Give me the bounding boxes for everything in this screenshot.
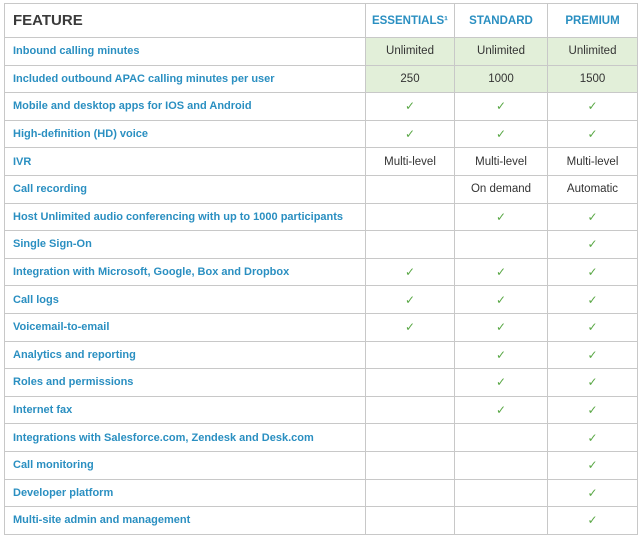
cell-essentials xyxy=(366,341,455,369)
plan-header-premium: PREMIUM xyxy=(548,4,638,38)
plan-header-essentials: ESSENTIALS¹ xyxy=(366,4,455,38)
checkmark-icon: ✓ xyxy=(587,237,598,252)
feature-name: Developer platform xyxy=(5,479,366,507)
table-row xyxy=(5,175,638,203)
checkmark-icon: ✓ xyxy=(495,403,507,418)
cell-standard xyxy=(455,341,548,369)
table-row xyxy=(5,369,638,397)
table-row xyxy=(5,313,638,341)
cell-premium xyxy=(548,396,638,424)
feature-name: Single Sign-On xyxy=(5,231,366,259)
cell-premium xyxy=(548,451,638,479)
checkmark-icon: ✓ xyxy=(404,320,416,335)
cell-essentials xyxy=(366,175,455,203)
table-row xyxy=(5,479,638,507)
cell-standard: 1000 xyxy=(455,65,548,93)
table-row xyxy=(5,424,638,452)
checkmark-icon: ✓ xyxy=(404,265,416,280)
checkmark-icon: ✓ xyxy=(587,265,598,280)
feature-name: Call recording xyxy=(5,175,366,203)
table-row xyxy=(5,258,638,286)
feature-name: Call monitoring xyxy=(5,451,366,479)
cell-standard xyxy=(455,313,548,341)
cell-essentials xyxy=(366,313,455,341)
checkmark-icon: ✓ xyxy=(495,265,507,280)
cell-standard xyxy=(455,231,548,259)
checkmark-icon: ✓ xyxy=(404,292,416,307)
cell-essentials: Unlimited xyxy=(366,38,455,66)
feature-name: Analytics and reporting xyxy=(5,341,366,369)
table-row xyxy=(5,451,638,479)
checkmark-icon: ✓ xyxy=(587,513,598,528)
feature-name: Call logs xyxy=(5,286,366,314)
header-row xyxy=(5,4,638,38)
cell-standard xyxy=(455,286,548,314)
table-row xyxy=(5,341,638,369)
table-row xyxy=(5,396,638,424)
cell-standard: On demand xyxy=(455,175,548,203)
checkmark-icon: ✓ xyxy=(587,347,598,362)
cell-essentials xyxy=(366,424,455,452)
feature-name: IVR xyxy=(5,148,366,176)
cell-premium xyxy=(548,286,638,314)
table-row xyxy=(5,120,638,148)
plan-header-standard: STANDARD xyxy=(455,4,548,38)
checkmark-icon: ✓ xyxy=(495,292,507,307)
checkmark-icon: ✓ xyxy=(587,430,598,445)
feature-name: Integrations with Salesforce.com, Zendesk and Desk.com xyxy=(5,424,366,452)
cell-essentials xyxy=(366,507,455,535)
table-row xyxy=(5,38,638,66)
cell-premium xyxy=(548,120,638,148)
cell-premium xyxy=(548,507,638,535)
cell-premium xyxy=(548,93,638,121)
cell-premium xyxy=(548,203,638,231)
feature-name: High-definition (HD) voice xyxy=(5,120,366,148)
cell-essentials xyxy=(366,396,455,424)
cell-standard xyxy=(455,120,548,148)
cell-premium: Multi-level xyxy=(548,148,638,176)
feature-name: Internet fax xyxy=(5,396,366,424)
checkmark-icon: ✓ xyxy=(587,209,598,224)
cell-essentials xyxy=(366,231,455,259)
cell-premium: 1500 xyxy=(548,65,638,93)
cell-standard xyxy=(455,203,548,231)
cell-premium xyxy=(548,341,638,369)
cell-standard: Unlimited xyxy=(455,38,548,66)
cell-standard xyxy=(455,93,548,121)
table-row xyxy=(5,507,638,535)
feature-column-header: FEATURE xyxy=(5,4,366,38)
feature-name: Mobile and desktop apps for IOS and Android xyxy=(5,93,366,121)
cell-standard: Multi-level xyxy=(455,148,548,176)
checkmark-icon: ✓ xyxy=(587,485,598,500)
checkmark-icon: ✓ xyxy=(495,320,507,335)
checkmark-icon: ✓ xyxy=(587,292,598,307)
table-row xyxy=(5,93,638,121)
checkmark-icon: ✓ xyxy=(404,99,416,114)
checkmark-icon: ✓ xyxy=(587,99,598,114)
checkmark-icon: ✓ xyxy=(495,209,507,224)
checkmark-icon: ✓ xyxy=(587,458,598,473)
cell-premium xyxy=(548,424,638,452)
feature-comparison-table xyxy=(4,3,638,535)
cell-essentials xyxy=(366,258,455,286)
table-row xyxy=(5,231,638,259)
feature-name: Inbound calling minutes xyxy=(5,38,366,66)
feature-name: Multi-site admin and management xyxy=(5,507,366,535)
cell-premium xyxy=(548,479,638,507)
cell-essentials: Multi-level xyxy=(366,148,455,176)
cell-essentials xyxy=(366,203,455,231)
cell-essentials xyxy=(366,120,455,148)
cell-standard xyxy=(455,451,548,479)
cell-essentials xyxy=(366,369,455,397)
checkmark-icon: ✓ xyxy=(587,403,598,418)
checkmark-icon: ✓ xyxy=(587,127,598,142)
cell-standard xyxy=(455,258,548,286)
feature-name: Host Unlimited audio conferencing with up to 1000 participants xyxy=(5,203,366,231)
cell-essentials xyxy=(366,479,455,507)
cell-premium xyxy=(548,369,638,397)
table-row xyxy=(5,286,638,314)
checkmark-icon: ✓ xyxy=(495,127,507,142)
table-row xyxy=(5,203,638,231)
cell-standard xyxy=(455,369,548,397)
cell-essentials xyxy=(366,451,455,479)
checkmark-icon: ✓ xyxy=(587,320,598,335)
cell-essentials: 250 xyxy=(366,65,455,93)
cell-premium xyxy=(548,231,638,259)
feature-name: Roles and permissions xyxy=(5,369,366,397)
cell-essentials xyxy=(366,286,455,314)
cell-standard xyxy=(455,479,548,507)
cell-standard xyxy=(455,396,548,424)
table-row xyxy=(5,65,638,93)
cell-standard xyxy=(455,507,548,535)
feature-name: Integration with Microsoft, Google, Box and Dropbox xyxy=(5,258,366,286)
cell-premium xyxy=(548,313,638,341)
checkmark-icon: ✓ xyxy=(495,347,507,362)
cell-premium: Unlimited xyxy=(548,38,638,66)
checkmark-icon: ✓ xyxy=(495,99,507,114)
feature-name: Voicemail-to-email xyxy=(5,313,366,341)
cell-standard xyxy=(455,424,548,452)
checkmark-icon: ✓ xyxy=(404,127,416,142)
checkmark-icon: ✓ xyxy=(495,375,507,390)
cell-essentials xyxy=(366,93,455,121)
cell-premium xyxy=(548,258,638,286)
feature-name: Included outbound APAC calling minutes per user xyxy=(5,65,366,93)
cell-premium: Automatic xyxy=(548,175,638,203)
table-row xyxy=(5,148,638,176)
checkmark-icon: ✓ xyxy=(587,375,598,390)
